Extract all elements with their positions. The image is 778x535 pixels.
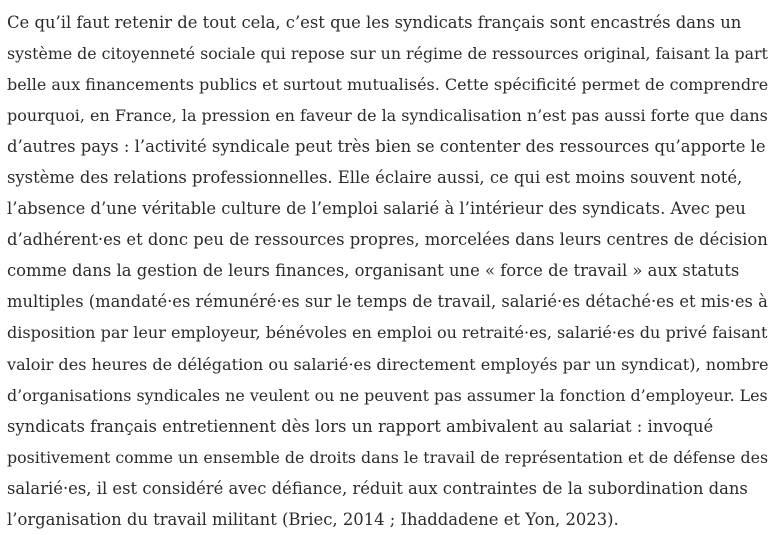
paragraph-line: l’absence d’une véritable culture de l’emploi salarié à l’intérieur des syndicats. Avec peu [7, 199, 746, 219]
paragraph-line: d’adhérent·es et donc peu de ressources propres, morcelées dans leurs centres de décision [7, 230, 768, 250]
body-paragraph [7, 7, 768, 535]
paragraph-line: système des relations professionnelles. Elle éclaire aussi, ce qui est moins souvent noté, [7, 168, 743, 188]
paragraph-line: salarié·es, il est considéré avec défiance, réduit aux contraintes de la subordination dans [7, 478, 748, 498]
paragraph-line: comme dans la gestion de leurs finances, organisant une « force de travail » aux statuts [7, 261, 740, 281]
paragraph-line: pourquoi, en France, la pression en faveur de la syndicalisation n’est pas aussi forte que dans [7, 106, 768, 126]
paragraph-line: d’organisations syndicales ne veulent ou ne peuvent pas assumer la fonction d’employeur. Les [7, 385, 768, 405]
paragraph-line: Ce qu’il faut retenir de tout cela, c’est que les syndicats français sont encastrés dans un [7, 13, 742, 32]
paragraph-line: syndicats français entretiennent dès lors un rapport ambivalent au salariat : invoqué [7, 416, 714, 436]
paragraph-line: belle aux financements publics et surtout mutualisés. Cette spécificité permet de comprendre [7, 75, 769, 95]
paragraph-line: disposition par leur employeur, bénévoles en emploi ou retraité·es, salarié·es du privé faisant [7, 323, 768, 343]
paragraph-line: d’autres pays : l’activité syndicale peut très bien se contenter des ressources qu’apporte le [7, 137, 766, 157]
paragraph-line: multiples (mandaté·es rémunéré·es sur le temps de travail, salarié·es détaché·es et mis·es à [7, 292, 768, 312]
paragraph-line: système de citoyenneté sociale qui repose sur un régime de ressources original, faisant la part [7, 44, 768, 64]
paragraph-line: positivement comme un ensemble de droits dans le travail de représentation et de défense des [7, 447, 769, 467]
paragraph-line: valoir des heures de délégation ou salarié·es directement employés par un syndicat), nombre [7, 354, 769, 374]
paragraph-line: l’organisation du travail militant (Briec, 2014 ; Ihaddadene et Yon, 2023). [7, 509, 619, 529]
